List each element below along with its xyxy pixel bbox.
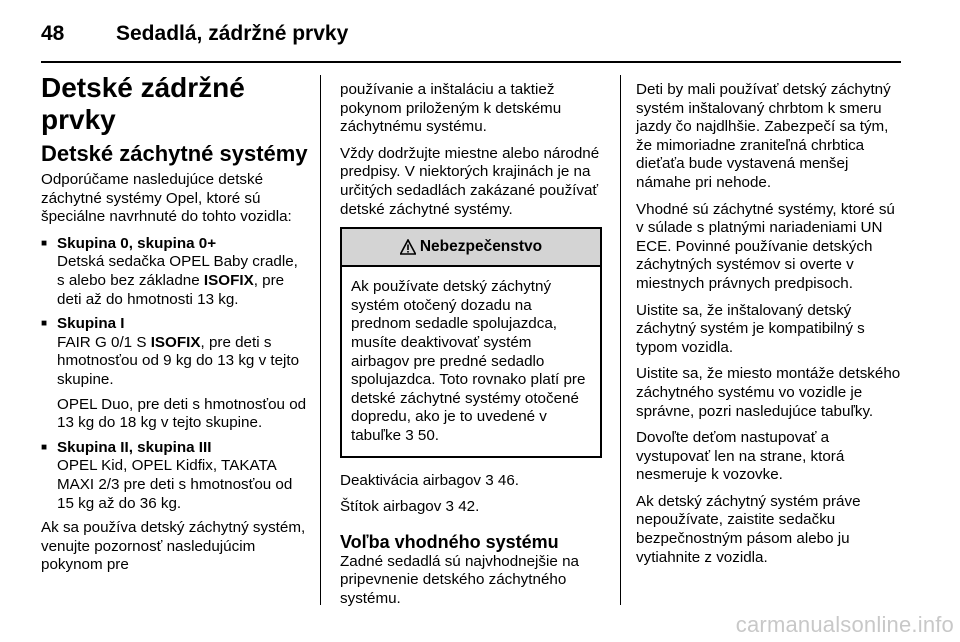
- bullet-square-icon: ■: [41, 318, 48, 330]
- warning-title: Nebezpečenstvo: [419, 237, 543, 255]
- text-run: FAIR G 0/1 S: [57, 333, 151, 351]
- subsection-title: Voľba vhodného systému: [340, 531, 559, 552]
- paragraph: Vždy dodržujte miestne alebo národné predpisy. V niektorých krajinách je na určitých sedadlách zakázané používať detské záchytné systémy.: [340, 144, 600, 218]
- isofix-term: ISOFIX: [203, 271, 254, 289]
- paragraph: Vhodné sú záchytné systémy, ktoré sú v súlade s platnými nariadeniami UN ECE. Povinné používanie detských záchytných systémov si overte v miestnych právnych predpisoch.: [636, 200, 895, 292]
- paragraph: Uistite sa, že inštalovaný detský záchytný systém je kompatibilný s typom vozidla.: [636, 301, 865, 356]
- list-item: [41, 235, 309, 309]
- list-item: [41, 439, 309, 513]
- column-3: [636, 81, 902, 575]
- running-title: Sedadlá, zádržné prvky: [116, 22, 349, 45]
- warning-body: [342, 267, 600, 455]
- paragraph: Deti by mali používať detský záchytný systém inštalovaný chrbtom k smeru jazdy čo najdlhšie. Zabezpečí sa tým, že mimoriadne zraniteľná chrbtica dieťaťa bude vystavená menšej námahe pri nehode.: [636, 81, 891, 191]
- paragraph: Zadné sedadlá sú najvhodnejšie na pripevnenie detského záchytného systému.: [340, 552, 579, 607]
- intro-paragraph: Odporúčame nasledujúce detské záchytné systémy Opel, ktoré sú špeciálne navrhnuté do tohto vozidla:: [41, 171, 292, 226]
- bullet-square-icon: ■: [41, 441, 48, 453]
- text-run: Detská sedačka OPEL Baby cradle, s alebo bez základne: [57, 253, 298, 289]
- isofix-term: ISOFIX: [150, 333, 201, 351]
- page-header: [41, 14, 348, 54]
- page-reference[interactable]: 3 46.: [485, 471, 519, 489]
- paragraph: Uistite sa, že miesto montáže detského záchytného systému vo vozidle je správne, pozri nasledujúce tabuľky.: [636, 365, 901, 420]
- column-2: [340, 81, 602, 616]
- list-item-title: Skupina 0, skupina 0+: [57, 234, 217, 252]
- list-item-text: [57, 253, 309, 309]
- page-number: 48: [41, 22, 65, 45]
- subsection-title: Detské záchytné systémy: [41, 141, 308, 166]
- column-divider: [320, 75, 321, 605]
- text-run: , pre deti s hmotnosťou od 9 kg do 13 kg v tejto skupine.: [57, 333, 300, 388]
- page-reference[interactable]: 3 50.: [405, 426, 440, 444]
- warning-triangle-icon: [400, 239, 416, 255]
- cross-reference: [340, 498, 602, 517]
- warning-text: Ak používate detský záchytný systém otočený dozadu na prednom sedadle spolujazdca, musíte deaktivovať systém airbagov pre predné sedadlo spolujazdca. Toto rovnako platí pre detské záchytné systémy otočené dopredu, ako je to uvedené v tabuľke: [351, 278, 586, 444]
- list-item-text: OPEL Duo, pre deti s hmotnosťou od 13 kg do 18 kg v tejto skupine.: [57, 395, 307, 432]
- paragraph: Ak detský záchytný systém práve nepoužívate, zaistite sedačku bezpečnostným pásom alebo ju vytiahnite z vozidla.: [636, 492, 861, 566]
- reference-text: Štítok airbagov: [340, 498, 446, 516]
- paragraph: Dovoľte deťom nastupovať a vystupovať len na strane, ktorá nesmeruje k vozovke.: [636, 429, 845, 484]
- list-item: [41, 315, 309, 433]
- page-reference[interactable]: 3 42.: [445, 498, 480, 516]
- paragraph: používanie a inštaláciu a taktiež pokynom priloženým k detskému záchytnému systému.: [340, 81, 562, 136]
- column-1: [41, 70, 309, 583]
- list-item-title: Skupina I: [57, 315, 125, 333]
- list-item-text: [57, 334, 309, 390]
- closing-paragraph: Ak sa používa detský záchytný systém, venujte pozornosť nasledujúcim pokynom pre: [41, 519, 306, 574]
- column-divider: [620, 75, 621, 605]
- section-title: Detské zádržné prvky: [41, 72, 245, 135]
- warning-box: [340, 227, 602, 457]
- bullet-square-icon: ■: [41, 237, 48, 249]
- cross-reference: [340, 472, 602, 491]
- text-run: , pre deti až do hmotnosti 13 kg.: [57, 271, 285, 308]
- list-item-title: Skupina II, skupina III: [57, 438, 212, 456]
- warning-header: [342, 229, 600, 267]
- list-item-text: OPEL Kid, OPEL Kidfix, TAKATA MAXI 2/3 pre deti s hmotnosťou od 15 kg až do 36 kg.: [57, 457, 293, 512]
- header-rule: [41, 61, 901, 63]
- watermark: carmanualsonline.info: [735, 612, 954, 637]
- reference-text: Deaktivácia airbagov: [340, 471, 486, 489]
